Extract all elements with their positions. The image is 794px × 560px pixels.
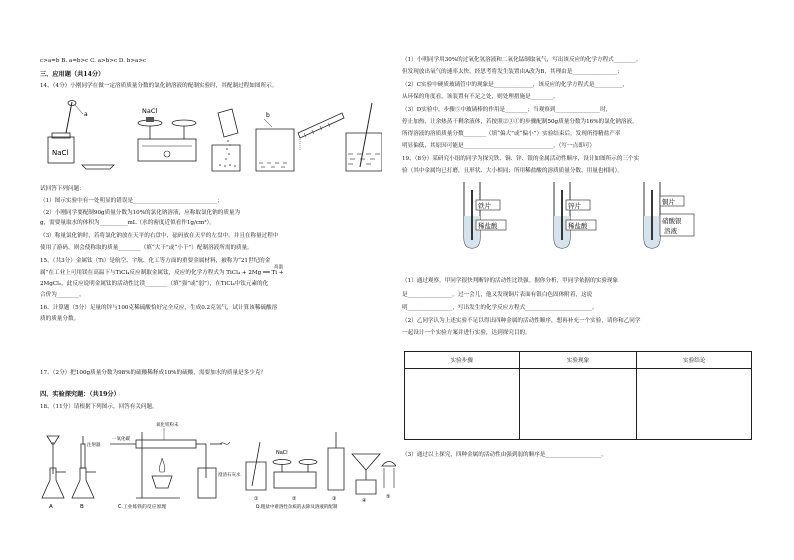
- left-column: [40, 0, 397, 560]
- apparatus-b: [72, 436, 101, 510]
- q18-part-3-line-2: 停止加热，让余热蒸干剩余液体，若按照②③①的步骤配制50g质量分数为16%的氯化钠溶液，: [402, 119, 638, 125]
- q19-line-2: 验（其中金属均已打磨，且形状、大小相同；所用稀盐酸的溶质质量分数、用量也相同）。: [402, 168, 623, 174]
- q14-text: 14、（4分）小刚同学在做一定溶质质量分数的氯化钠溶液的配制实验时，其配制过程如图所示。: [40, 83, 278, 89]
- svg-text:溶液: 溶液: [664, 227, 677, 235]
- q19-test-tubes-figure: [450, 180, 710, 252]
- q14-part-2a: （2）小刚同学要配制90g质量分数为10%的氯化钠溶液，应称取氯化钠的质量为: [40, 210, 241, 216]
- q18-part-3-line-1: （3）D实验中，步骤⑤中玻璃棒的作用是________；当观察到________________时，: [402, 107, 612, 113]
- section-3-title: 三、应用题（共14分）: [40, 71, 105, 78]
- svg-text:注射器: 注射器: [87, 443, 101, 448]
- q19-part-2-line-2: 一起设计一个实验方案并进行实验，达到探究目的。: [402, 330, 531, 336]
- svg-text:b: b: [266, 112, 270, 119]
- q19-part-1-line-1: （1）通过观察，甲同学很快判断锌的活动性比铁强。据你分析，甲同学依据的实验现象: [402, 278, 619, 284]
- svg-text:NaCl: NaCl: [52, 149, 69, 157]
- apparatus-a: [42, 436, 66, 510]
- pouring-cylinder: [298, 113, 344, 151]
- table-header-observations: 实验现象: [519, 352, 637, 369]
- svg-text:⑤: ⑤: [386, 494, 391, 500]
- test-tube-zinc: [554, 182, 596, 248]
- svg-text:③: ③: [332, 496, 337, 502]
- svg-text:铜片: 铜片: [662, 198, 675, 206]
- q15-line-1: 15、（共3分）金属钛（Ti）是航空、宇航、化工等方面的重要金属材料，被称为“21世纪的金: [40, 258, 271, 264]
- svg-text:硝酸银: 硝酸银: [662, 217, 682, 225]
- q19-part-3: （3）通过以上探究，四种金属的活动性由强到弱的顺序是____________________。: [402, 452, 607, 458]
- q16-line-1: 16、计算题（5分）足量的锌与100克稀硫酸恰好完全反应，生成0.2克氢气，试计算该稀硫酸溶: [40, 305, 278, 311]
- apparatus-c: [110, 421, 241, 510]
- svg-text:澄清石灰水: 澄清石灰水: [218, 473, 241, 478]
- table-cell-steps[interactable]: [405, 369, 520, 440]
- svg-text:②: ②: [292, 496, 297, 502]
- q18-text: 18、（11分）请根据下列图示，回答有关问题。: [40, 404, 158, 410]
- svg-text:稀盐酸: 稀盐酸: [478, 222, 498, 230]
- q18-part-2-line-2: 从环保的角度看，该装置有不足之处，则处理措施是________。: [402, 94, 559, 100]
- q15-line-4: 合价为________。: [40, 292, 85, 298]
- q18-part-2-line-1: （2）C实验中硬质玻璃管中的现象是______________，该反应的化学方程式是__________，: [402, 82, 628, 88]
- beaker-b: [256, 112, 294, 171]
- q14-part-1: （1）图示实验中有一处明显的错误是______________________________；: [40, 198, 223, 204]
- table-header-steps: 实验步骤: [405, 352, 520, 369]
- svg-text:一氧化碳: 一氧化碳: [112, 437, 130, 442]
- nacl-bottle: [48, 133, 74, 163]
- balance-scale: [138, 107, 196, 161]
- q14-part-3b: 使用了游码，则会使称取的质量________（填“大于”或“小于”）配制溶液所需的质量。: [40, 245, 253, 251]
- table-cell-observations[interactable]: [519, 369, 637, 440]
- q18-apparatus-figure: [40, 418, 396, 510]
- q18-part-3-line-3: 所得溶液的溶质质量分数________（填“偏大”或“偏小”）实验结束后，发现所得精盐产率: [402, 131, 621, 137]
- q18-part-1-line-2: 但发现放出氧气的速率太快，经思考将发生装置由A改为B，其理由是________________；: [402, 69, 623, 75]
- svg-text:a: a: [84, 111, 88, 118]
- svg-text:稀盐酸: 稀盐酸: [568, 222, 588, 230]
- right-column: [402, 0, 754, 560]
- svg-text:氧化铁粉末: 氧化铁粉末: [156, 423, 179, 428]
- q15-line-3: 2MgCl₂，此反应说明金属钛的活动性比镁________（填“强”或“弱”），在TiCl₄中钛元素的化: [40, 281, 269, 287]
- spoon-a: [66, 101, 88, 134]
- svg-text:C.工业炼铁的反应原理: C.工业炼铁的反应原理: [118, 505, 167, 510]
- q19-part-1-line-2: 是________________。过一会儿，他又发现铜片表面有银白色固体附着，这说: [402, 292, 593, 298]
- q14-part-2b: g，需要量取水的体积为__________mL（水的密度近似看作1g/cm³）。: [40, 220, 215, 226]
- svg-text:B: B: [80, 504, 84, 510]
- q19-part-2-line-1: （2）乙同学认为上述实验不足以得出四种金属的活动性顺序，想再补充一个实验，请你和乙同学: [402, 318, 641, 324]
- q14-answer-intro: 试回答下列问题：: [40, 186, 85, 192]
- svg-text:铁片: 铁片: [478, 202, 491, 210]
- q19-part-1-line-3: 明________________，写出发生的化学反应方程式________________________。: [402, 305, 598, 311]
- mcq-options: c>a=b B. a=b>c C. a>b>c D. b>a>c: [40, 58, 147, 64]
- beaker-with-paper: [212, 109, 240, 171]
- svg-text:A: A: [49, 504, 53, 510]
- q19-line-1: 19、（8分）某研究小组的同学为探究铁、铜、锌、银的金属活动性顺序，设计如图所示的三个实: [402, 156, 640, 162]
- q15-reaction-condition: 高温: [274, 265, 283, 270]
- q14-part-3a: （3）称量氯化钠时，若将氯化钠放在天平的右盘中，砝码放在天平的左盘中，并且在称量过程中: [40, 233, 279, 239]
- q16-line-2: 质的质量分数。: [40, 316, 80, 322]
- svg-text:D.粗盐中难溶性杂质的去除及溶液的配制: D.粗盐中难溶性杂质的去除及溶液的配制: [256, 505, 338, 510]
- experiment-table: [404, 351, 752, 440]
- stirring-beaker: [346, 103, 382, 171]
- q18-part-1-line-1: （1）小明同学用30%的过氧化氢溶液和二氧化锰制取氧气，写出该反应的化学方程式________，: [402, 57, 642, 63]
- table-header-row: [405, 352, 752, 369]
- apparatus-d: [246, 432, 396, 510]
- table-row: [405, 369, 752, 440]
- q18-part-3-line-4: 明显偏低，其原因可能是________________________________。（写一点即可）: [402, 143, 595, 149]
- svg-text:①: ①: [254, 496, 259, 502]
- watch-glass: [82, 165, 114, 169]
- q14-nacl-solution-figure: [42, 99, 382, 179]
- section-4-title: 四、实验探究题：（共19分）: [40, 391, 120, 398]
- q17-text: 17、（2分）把100g质量分数为98%的硫酸稀释成10%的硫酸，需要加水的质量是多少克？: [40, 370, 267, 376]
- table-header-conclusion: 实验结论: [637, 352, 752, 369]
- test-tube-iron: [464, 182, 506, 248]
- svg-text:NaCl: NaCl: [276, 450, 288, 456]
- q15-line-2: 属”在工业上可用镁在高温下与TiCl₄反应制取金属钛，反应的化学方程式为 TiCl₄ + 2Mg ══ Ti +: [40, 270, 284, 276]
- svg-text:④: ④: [362, 498, 367, 504]
- svg-text:NaCl: NaCl: [142, 107, 158, 115]
- svg-text:锌片: 锌片: [568, 202, 581, 210]
- table-cell-conclusion[interactable]: [637, 369, 752, 440]
- test-tube-copper: [644, 182, 694, 248]
